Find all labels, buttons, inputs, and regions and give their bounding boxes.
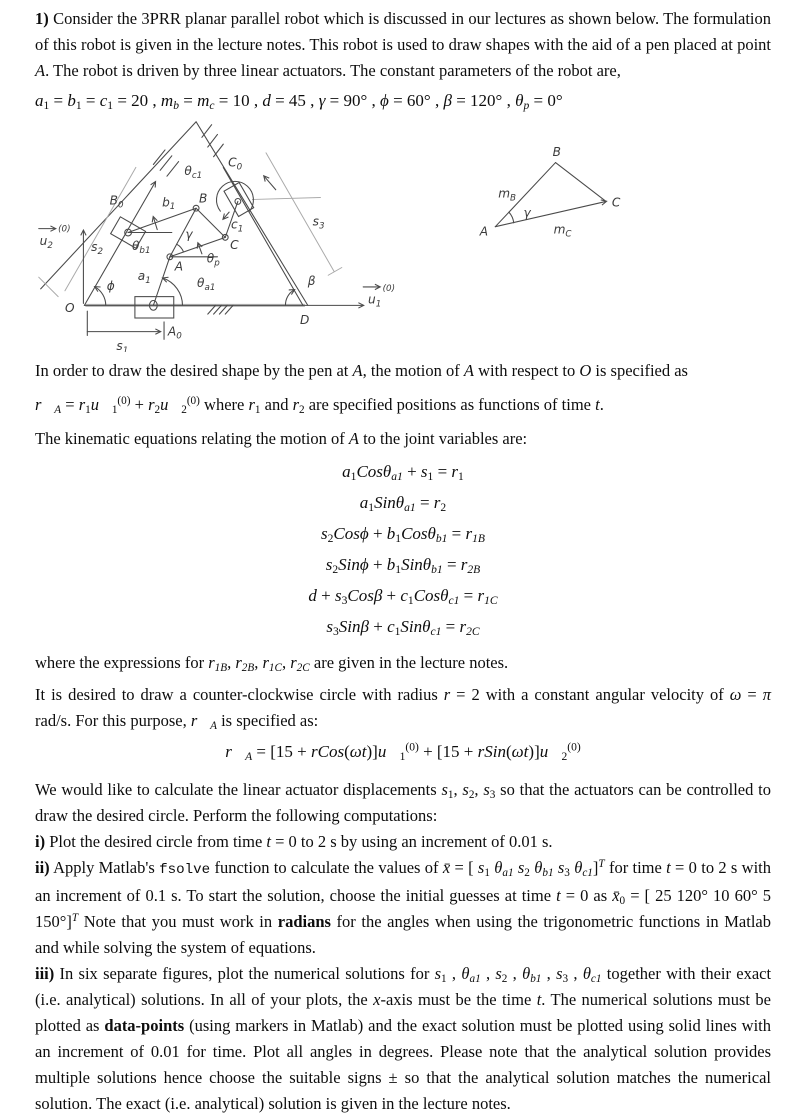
equation-3: s2Cosϕ + b1Cosθb1 = r1B xyxy=(321,524,485,546)
label-beta: β xyxy=(307,273,316,288)
label-s3: $s_3$ xyxy=(312,214,325,232)
detail-label-c: C xyxy=(611,195,621,210)
ground-line xyxy=(84,305,363,314)
detail-label-mc: $m_C$ xyxy=(553,222,572,240)
label-a: A xyxy=(174,259,184,274)
equation-1: a1Cosθa1 + s1 = r1 xyxy=(342,462,464,484)
robot-sketch-figure xyxy=(0,114,807,352)
detail-label-b: B xyxy=(552,144,561,159)
label-u1-frame: (0) xyxy=(382,283,395,294)
item-i-paragraph: i) Plot the desired circle from time t = 0 to 2 s by using an increment of 0.01 s. xyxy=(35,832,553,851)
equation-6: s3Sinβ + c1Sinθc1 = r2C xyxy=(326,617,480,639)
dimension-s1 xyxy=(87,311,164,339)
detail-label-a: A xyxy=(479,224,489,239)
kinematic-intro-paragraph: The kinematic equations relating the motion of A to the joint variables are: xyxy=(35,429,528,448)
equation-4: s2Sinϕ + b1Sinθb1 = r2B xyxy=(325,555,481,577)
label-s2: $s_2$ xyxy=(91,239,104,257)
label-c: C xyxy=(230,238,239,253)
circle-task-paragraph: It is desired to draw a counter-clockwise circle with radius r = 2 with a constant angular velocity of ω = π rad/s. For this purpose, r⃗A is specified as: xyxy=(35,685,771,733)
motion-spec-paragraph: In order to draw the desired shape by the pen at A, the motion of A with respect to O is specified as xyxy=(35,361,688,380)
label-phi: ϕ xyxy=(106,278,115,293)
platform-triangle xyxy=(167,205,228,259)
item-ii-paragraph: ii) Apply Matlab's fsolve function to calculate the values of x̄ = [ s1 θa1 s2 θb1 s3 θc1]$^T$ for time t = 0 to 2 s with an increment of 0.1 s. To start the solution, choose the initial guesses at time t = 0 as x̄0 = [ 25 120° 10 60° 5 150°]$^T$ Note that you must work in radians for the angles when using the trigonometric functions in Matlab and while solving the system of equations. xyxy=(35,857,771,957)
label-d: D xyxy=(300,312,310,327)
label-theta-p: $\theta_p$ xyxy=(206,251,220,269)
label-u1: $u_1$ xyxy=(368,292,382,310)
ra-circle-equation: r⃗A = $[15 + rCos(\omega t)]u⃗1^{(0)} + [15$ + $rSin(\omega t)]u⃗2^{(0)}$ xyxy=(225,740,581,764)
detail-label-gamma: γ xyxy=(523,205,531,220)
figure xyxy=(0,114,807,352)
robot-parameters-line: a1 = b1 = c1 = 20 , mb = mc = 10 , d = 45 , γ = 90° , ϕ = 60° , β = 120° , θp = 0° xyxy=(35,91,563,113)
angle-phi xyxy=(95,287,106,305)
label-b1: $b_1$ xyxy=(162,195,176,213)
label-a0: $A_0$ xyxy=(167,324,182,342)
expressions-note-paragraph: where the expressions for r1B, r2B, r1C, r2C are given in the lecture notes. xyxy=(35,653,509,675)
triangle-frame xyxy=(41,122,308,306)
label-gamma: γ xyxy=(185,227,193,242)
intro-paragraph: 1) Consider the 3PRR planar parallel robot which is discussed in our lectures as shown below. The formulation of this robot is given in the lecture notes. This robot is used to draw shapes with the aid of a pen placed at point A. The robot is driven by three linear actuators. The constant parameters of the robot are, xyxy=(35,9,771,80)
label-b: B xyxy=(199,191,208,206)
slider-a0 xyxy=(135,278,183,318)
label-a1: $a_1$ xyxy=(137,269,151,287)
ra-definition-line: r⃗A = $r1u⃗1^{(0)}$ + $r2u⃗2^{(0)}$ where r1 and r2 are specified positions as functions of time t. xyxy=(35,394,604,417)
label-theta-b1: $\theta_{b1}$ xyxy=(131,239,151,256)
detail-label-mb: $m_B$ xyxy=(498,186,517,204)
link-a1 xyxy=(153,257,170,306)
computations-intro-paragraph: We would like to calculate the linear actuator displacements s1, s2, s3 so that the actuators can be controlled to draw the desired circle. Perform the following computations: xyxy=(35,780,772,825)
gamma-arc xyxy=(177,244,184,252)
label-o: O xyxy=(64,301,75,316)
label-u2: $u_2$ xyxy=(39,234,53,252)
label-s1: $s_1$ xyxy=(116,339,129,352)
label-theta-a1: $\theta_{a1}$ xyxy=(197,275,216,293)
rail-s2 xyxy=(39,167,156,305)
gamma-arc-detail xyxy=(509,212,514,223)
item-iii-paragraph: iii) In six separate figures, plot the numerical solutions for s1 , θa1 , s2 , θb1 , s3 , θc1 together with their exact (i.e. analytical) solutions. In all of your plots, the x-axis must be the time t. The numerical solutions must be plotted as data-points (using markers in Matlab) and the exact solution must be plotted using solid lines with an increment of 0.01 for time. Plot all angles in degrees. Please note that the analytical solution provides multiple solutions hence choose the suitable signs ± so that the analytical solution matches the numerical solution. The exact (i.e. analytical) solution is given in the lecture notes. xyxy=(35,964,772,1113)
label-c0: $C_0$ xyxy=(228,155,243,173)
label-b0: $B_0$ xyxy=(109,193,124,211)
theta-a1-arc xyxy=(163,278,182,305)
hatch-right xyxy=(202,125,223,157)
angle-beta xyxy=(285,290,294,306)
equation-5: d + s3Cosβ + c1Cosθc1 = r1C xyxy=(308,586,498,608)
label-u2-frame: (0) xyxy=(58,224,71,235)
equation-2: a1Sinθa1 = r2 xyxy=(359,493,447,515)
label-c1: $c_1$ xyxy=(231,217,244,235)
kinematic-equations xyxy=(35,456,771,642)
label-theta-c1: $\theta_{c1}$ xyxy=(184,164,203,182)
